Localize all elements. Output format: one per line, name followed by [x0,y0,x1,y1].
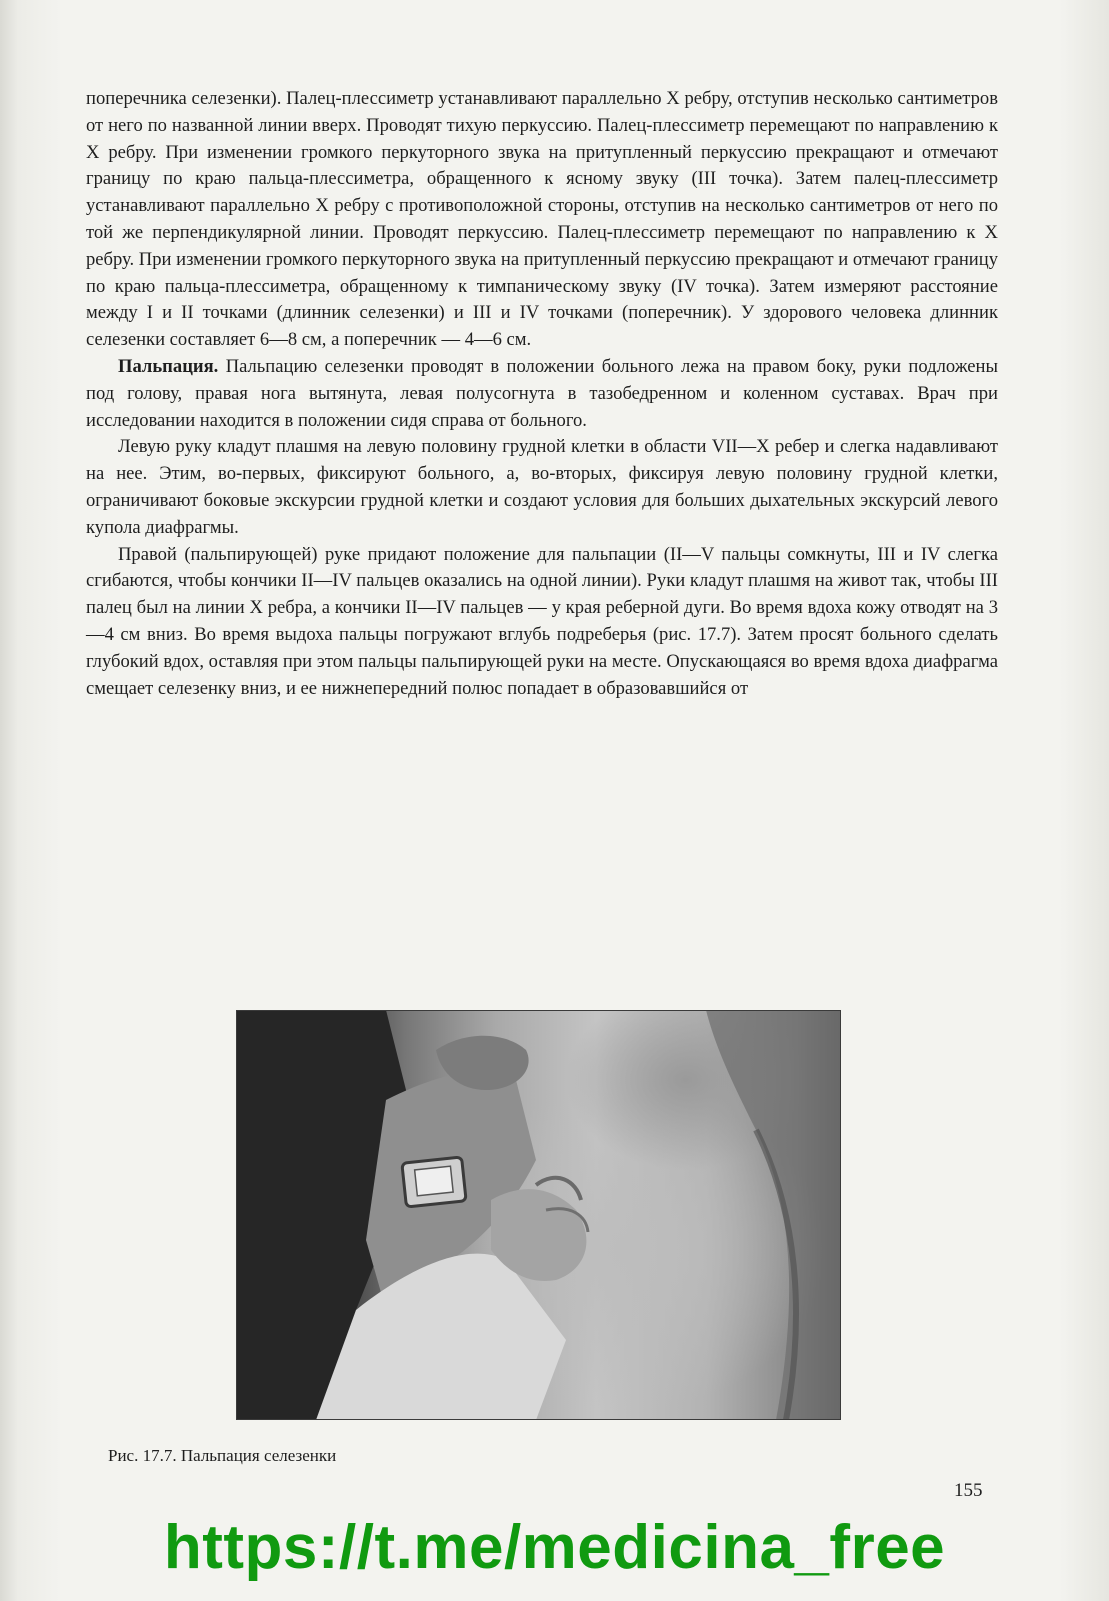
paragraph-1: поперечника селезенки). Палец-плессиметр устанавливают параллельно X ребру, отступив несколько сантиметров от него по названной линии вверх. Проводят тихую перкуссию. Палец-плессиметр перемещают по направлению к X ребру. При изменении громкого перкуторного звука на притупленный перкуссию прекращают и отмечают границу по краю пальца-плессиметра, обращенного к ясному звуку (III точка). Затем палец-плессиметр устанавливают параллельно X ребру с противоположной стороны, отступив на несколько сантиметров от него по той же перпендикулярной линии. Проводят перкуссию. Палец-плессиметр перемещают по направлению к X ребру. При изменении громкого перкуторного звука на притупленный перкуссию прекращают и отмечают границу по краю пальца-плессиметра, обращенному к тимпаническому звуку (IV точка). Затем измеряют расстояние между I и II точками (длинник селезенки) и III и IV точками (поперечник). У здорового человека длинник селезенки составляет 6—8 см, а поперечник — 4—6 см. [86,88,998,351]
paragraph-2-heading: Пальпация. [118,355,219,377]
watermark-link[interactable]: https://t.me/medicina_free [163,1513,946,1582]
figure-caption: Рис. 17.7. Пальпация селезенки [108,1446,337,1465]
figure-photo-spleen-palpation [236,1010,841,1420]
photo-illustration [236,1010,841,1420]
page-number: 155 [954,1480,983,1501]
paragraph-2-text: Пальпацию селезенки проводят в положении больного лежа на правом боку, руки подложены под голову, правая нога вытянута, левая полусогнута в тазобедренном и коленном суставах. Врач при исследовании находится в положении сидя справа от больного. [86,355,998,431]
paragraph-3: Левую руку кладут плашмя на левую половину грудной клетки в области VII—X ребер и слегка надавливают на нее. Этим, во-первых, фиксируют больного, а, во-вторых, фиксируя левую половину грудной клетки, ограничивают боковые экскурсии грудной клетки и создают условия для больших дыхательных экскурсий левого купола диафрагмы. [86,436,998,538]
paragraph-2 [86,354,998,434]
body-text [86,86,998,702]
paragraph-4: Правой (пальпирующей) руке придают положение для пальпации (II—V пальцы сомкнуты, III и IV слегка сгибаются, чтобы кончики II—IV пальцев оказались на одной линии). Руки кладут плашмя на живот так, чтобы III палец был на линии X ребра, а кончики II—IV пальцев — у края реберной дуги. Во время вдоха кожу отводят на 3—4 см вниз. Во время выдоха пальцы погружают вглубь подреберья (рис. 17.7). Затем просят больного сделать глубокий вдох, оставляя при этом пальцы пальпирующей руки на месте. Опускающаяся во время вдоха диафрагма смещает селезенку вниз, и ее нижнепередний полюс попадает в образовавшийся от [86,543,998,699]
